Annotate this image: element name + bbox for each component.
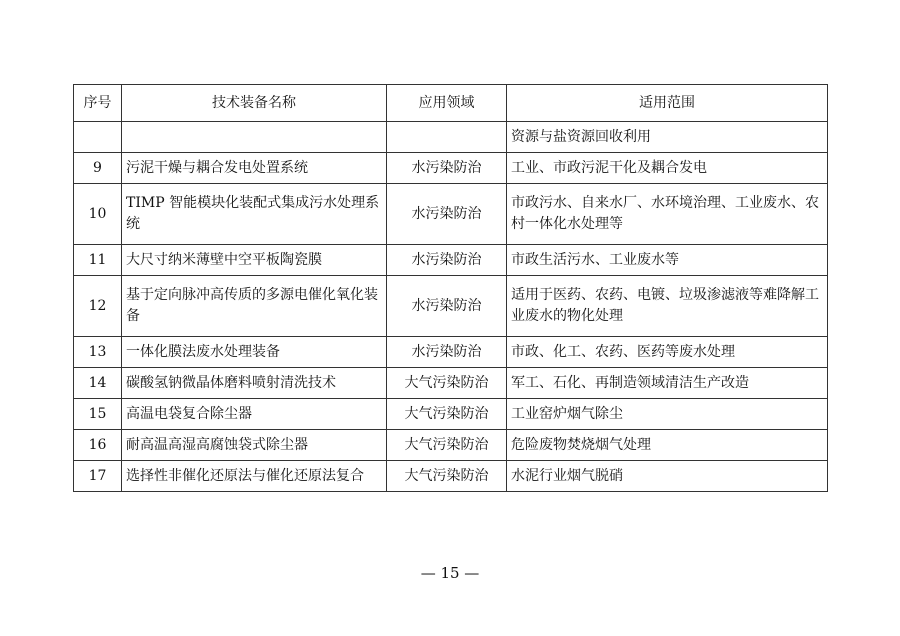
cell-equipment-name xyxy=(122,122,387,153)
cell-equipment-name: 选择性非催化还原法与催化还原法复合 xyxy=(122,461,387,492)
cell-serial-no: 10 xyxy=(74,184,122,245)
cell-serial-no: 9 xyxy=(74,153,122,184)
cell-serial-no: 15 xyxy=(74,399,122,430)
cell-applicable-scope: 市政、化工、农药、医药等废水处理 xyxy=(507,337,828,368)
header-serial-no: 序号 xyxy=(74,85,122,122)
table-row xyxy=(74,461,828,492)
cell-serial-no: 17 xyxy=(74,461,122,492)
cell-application-field: 水污染防治 xyxy=(387,184,507,245)
header-applicable-scope: 适用范围 xyxy=(507,85,828,122)
table-row xyxy=(74,430,828,461)
table-row xyxy=(74,276,828,337)
technology-equipment-table xyxy=(73,84,828,492)
cell-applicable-scope: 工业窑炉烟气除尘 xyxy=(507,399,828,430)
cell-applicable-scope: 水泥行业烟气脱硝 xyxy=(507,461,828,492)
cell-applicable-scope: 军工、石化、再制造领域清洁生产改造 xyxy=(507,368,828,399)
table-row xyxy=(74,399,828,430)
table-row xyxy=(74,337,828,368)
cell-applicable-scope: 工业、市政污泥干化及耦合发电 xyxy=(507,153,828,184)
cell-applicable-scope: 资源与盐资源回收利用 xyxy=(507,122,828,153)
cell-equipment-name: 一体化膜法废水处理装备 xyxy=(122,337,387,368)
cell-application-field: 大气污染防治 xyxy=(387,461,507,492)
cell-applicable-scope: 市政污水、自来水厂、水环境治理、工业废水、农村一体化水处理等 xyxy=(507,184,828,245)
table-row xyxy=(74,184,828,245)
table-header-row xyxy=(74,85,828,122)
table-row xyxy=(74,245,828,276)
cell-applicable-scope: 市政生活污水、工业废水等 xyxy=(507,245,828,276)
cell-equipment-name: 碳酸氢钠微晶体磨料喷射清洗技术 xyxy=(122,368,387,399)
cell-serial-no: 14 xyxy=(74,368,122,399)
cell-serial-no xyxy=(74,122,122,153)
cell-equipment-name: 大尺寸纳米薄壁中空平板陶瓷膜 xyxy=(122,245,387,276)
header-application-field: 应用领域 xyxy=(387,85,507,122)
cell-serial-no: 16 xyxy=(74,430,122,461)
cell-application-field: 水污染防治 xyxy=(387,276,507,337)
cell-serial-no: 12 xyxy=(74,276,122,337)
cell-application-field: 大气污染防治 xyxy=(387,430,507,461)
cell-application-field xyxy=(387,122,507,153)
cell-applicable-scope: 危险废物焚烧烟气处理 xyxy=(507,430,828,461)
table-body xyxy=(74,122,828,492)
cell-serial-no: 11 xyxy=(74,245,122,276)
cell-application-field: 大气污染防治 xyxy=(387,368,507,399)
table-row xyxy=(74,153,828,184)
table-row xyxy=(74,368,828,399)
cell-equipment-name: 耐高温高湿高腐蚀袋式除尘器 xyxy=(122,430,387,461)
cell-serial-no: 13 xyxy=(74,337,122,368)
cell-application-field: 大气污染防治 xyxy=(387,399,507,430)
cell-application-field: 水污染防治 xyxy=(387,153,507,184)
cell-equipment-name: 高温电袋复合除尘器 xyxy=(122,399,387,430)
cell-equipment-name: 污泥干燥与耦合发电处置系统 xyxy=(122,153,387,184)
cell-application-field: 水污染防治 xyxy=(387,245,507,276)
cell-applicable-scope: 适用于医药、农药、电镀、垃圾渗滤液等难降解工业废水的物化处理 xyxy=(507,276,828,337)
page-number: — 15 — xyxy=(420,564,480,582)
table-row xyxy=(74,122,828,153)
cell-application-field: 水污染防治 xyxy=(387,337,507,368)
cell-equipment-name: 基于定向脉冲高传质的多源电催化氧化装备 xyxy=(122,276,387,337)
header-equipment-name: 技术装备名称 xyxy=(122,85,387,122)
cell-equipment-name: TIMP 智能模块化装配式集成污水处理系统 xyxy=(122,184,387,245)
